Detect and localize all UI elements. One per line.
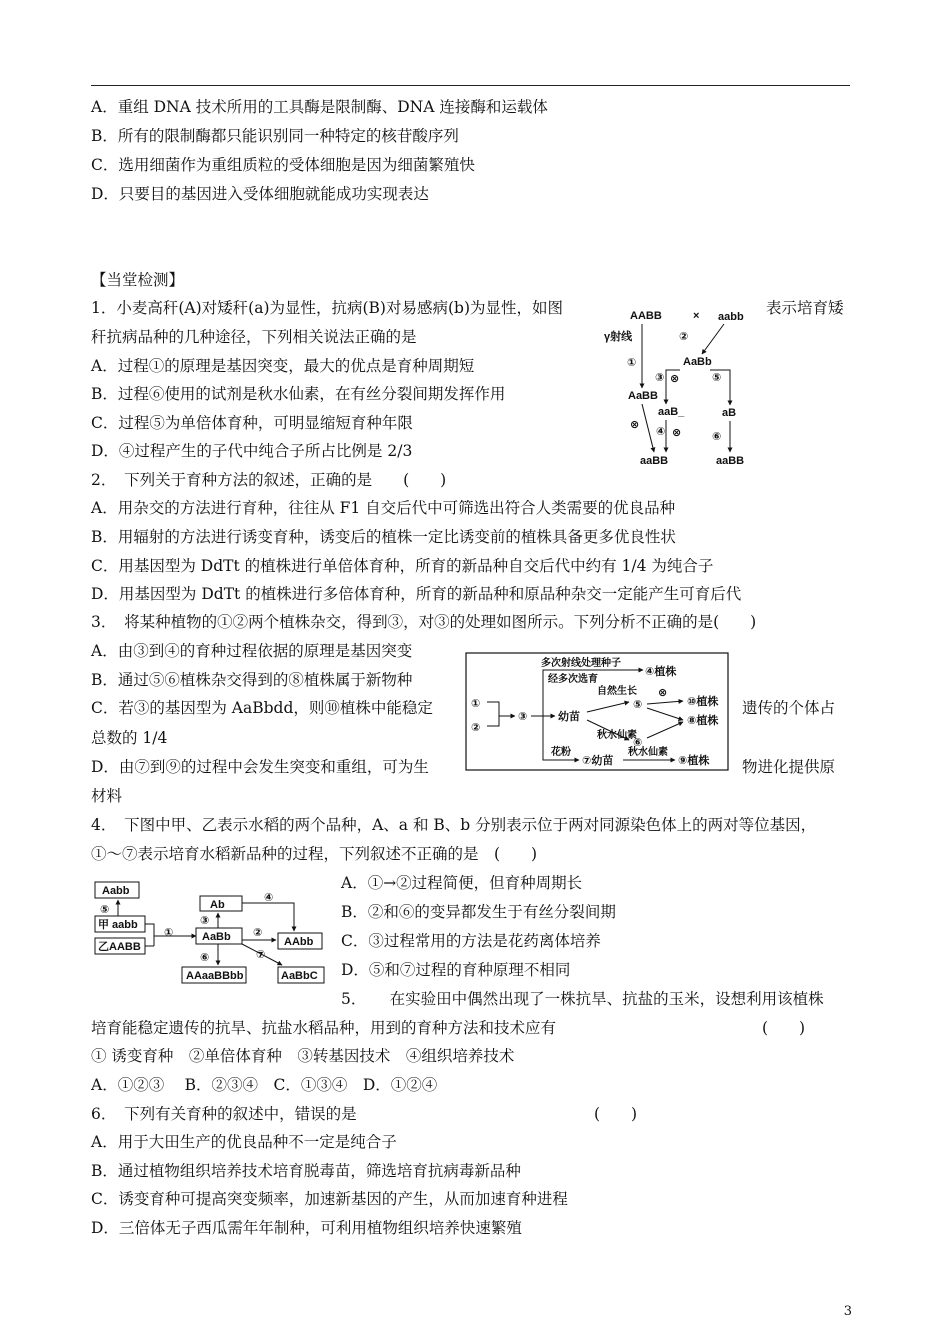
q4-fig-aabb-right: AAbb (284, 936, 314, 948)
q2-option-c: C．用基因型为 DdTt 的植株进行单倍体育种，所育的新品种自交后代中约有 1/4 为纯合子 (91, 557, 714, 575)
q1-fig-c5: ⑤ (712, 372, 722, 384)
section-title: 【当堂检测】 (91, 271, 185, 289)
q1-stem-tail: 表示培育矮 (766, 299, 844, 317)
q6-bracket: ( ) (594, 1105, 638, 1123)
q1-option-d: D．④过程产生的子代中纯合子所占比例是 2/3 (91, 442, 413, 460)
q3-fig-p4: ④植株 (645, 666, 677, 678)
q1-fig-c2: ② (679, 331, 689, 343)
q3-fig-self: ⊗ (658, 687, 668, 699)
q4-stem-a: 4． 下图中甲、乙表示水稻的两个品种，A、a 和 B、b 分别表示位于两对同源染色体上的两对等位基因， (91, 816, 817, 834)
q3-fig-n3: ③ (518, 711, 528, 723)
q5-choices: A．①②③ B．②③④ C．①③④ D．①②④ (91, 1076, 438, 1094)
q1-fig-self-3: ⊗ (672, 427, 682, 439)
q1-fig-aab-blank: aaB_ (658, 406, 685, 418)
q4-fig-c5: ⑤ (100, 904, 110, 916)
q4-fig-aabbc: AaBbC (281, 970, 318, 982)
q3-fig-seedling7: ⑦幼苗 (582, 755, 614, 767)
q3-option-c-tail: 遗传的个体占 (742, 699, 836, 717)
q1-fig-ab: aB (722, 407, 737, 419)
q2-stem: 2． 下列关于育种方法的叙述，正确的是 ( ) (91, 471, 447, 489)
q4-stem-b: ①～⑦表示培育水稻新品种的过程，下列叙述不正确的是 ( ) (91, 845, 538, 863)
q1-fig-c6: ⑥ (712, 431, 722, 443)
q2-option-d: D．用基因型为 DdTt 的植株进行多倍体育种，所育的新品种和原品种杂交一定能产生可育后代 (91, 585, 742, 603)
q4-breeding-diagram (92, 876, 332, 988)
q5-stem-b: 培育能稳定遗传的抗旱、抗盐水稻品种，用到的育种方法和技术应有 (91, 1019, 557, 1037)
q1-fig-c4: ④ (656, 426, 666, 438)
q4-fig-jia: 甲 aabb (98, 919, 138, 931)
q5-bracket: ( ) (762, 1019, 806, 1037)
q6-option-a: A．用于大田生产的优良品种不一定是纯合子 (91, 1133, 397, 1151)
q1-option-a: A．过程①的原理是基因突变，最大的优点是育种周期短 (91, 357, 475, 375)
q4-option-b: B．②和⑥的变异都发生于有丝分裂间期 (341, 903, 616, 921)
q1-fig-aabb-hybrid: AaBb (683, 356, 712, 368)
q3-fig-n1: ① (471, 698, 481, 710)
top-option-a: A．重组 DNA 技术所用的工具酶是限制酶、DNA 连接酶和运载体 (91, 98, 548, 116)
q3-fig-colch1: 秋水仙素 (597, 730, 637, 741)
q1-fig-gamma: γ射线 (604, 331, 633, 343)
q3-fig-p9: ⑨植株 (678, 755, 710, 767)
header-rule (91, 85, 850, 86)
q2-option-a: A．用杂交的方法进行育种，往往从 F1 自交后代中可筛选出符合人类需要的优良品种 (91, 499, 676, 517)
q3-fig-top-label1: 多次射线处理种子 (541, 658, 621, 669)
q1-option-c: C．过程⑤为单倍体育种，可明显缩短育种年限 (91, 414, 413, 432)
q3-fig-colch2: 秋水仙素 (628, 747, 668, 758)
q1-fig-aabb-mid: AaBB (628, 390, 658, 402)
q3-fig-n5: ⑤ (633, 699, 643, 711)
q3-option-b: B．通过⑤⑥植株杂交得到的⑧植株属于新物种 (91, 671, 413, 689)
q3-fig-n6: ⑥ (633, 737, 643, 749)
q4-fig-aabb-mid: AaBb (202, 931, 231, 943)
q1-option-b: B．过程⑥使用的试剂是秋水仙素，在有丝分裂间期发挥作用 (91, 385, 506, 403)
q3-option-c-line2: 总数的 1/4 (91, 729, 168, 747)
q4-fig-aabb-top: Aabb (102, 885, 130, 897)
q3-fig-p10: ⑩植株 (687, 696, 719, 708)
top-option-c: C．选用细菌作为重组质粒的受体细胞是因为细菌繁殖快 (91, 156, 475, 174)
q1-fig-aabb-out2: aaBB (716, 455, 745, 467)
q1-fig-aabb-small: aabb (718, 311, 744, 323)
q4-fig-c1: ① (164, 927, 174, 939)
q3-fig-seedling: 幼苗 (558, 711, 580, 723)
q6-option-d: D．三倍体无子西瓜需年年制种，可利用植物组织培养快速繁殖 (91, 1219, 522, 1237)
top-option-b: B．所有的限制酶都只能识别同一种特定的核苷酸序列 (91, 127, 459, 145)
q4-fig-aaaabbbb: AAaaBBbb (186, 970, 244, 982)
q4-option-a: A．①→②过程简便，但育种周期长 (341, 874, 583, 892)
q3-option-a: A．由③到④的育种过程依据的原理是基因突变 (91, 642, 413, 660)
q1-fig-c3: ③ (655, 372, 665, 384)
q1-stem-b: 秆抗病品种的几种途径，下列相关说法正确的是 (91, 328, 417, 346)
q5-methods: ① 诱变育种 ②单倍体育种 ③转基因技术 ④组织培养技术 (91, 1047, 515, 1065)
q3-option-c-line1: C．若③的基因型为 AaBbdd，则⑩植株中能稳定 (91, 699, 433, 717)
q1-fig-self-2: ⊗ (630, 419, 640, 431)
q3-fig-top-label2: 经多次选育 (548, 674, 598, 685)
q4-option-d: D．⑤和⑦过程的育种原理不相同 (341, 961, 571, 979)
q4-option-c: C．③过程常用的方法是花药离体培养 (341, 932, 601, 950)
page-number: 3 (843, 1304, 852, 1319)
q4-fig-c3: ③ (200, 915, 210, 927)
q4-fig-c7: ⑦ (256, 949, 266, 961)
q4-fig-yi: 乙AABB (98, 941, 141, 953)
top-option-d: D．只要目的基因进入受体细胞就能成功实现表达 (91, 185, 429, 203)
q3-fig-natural: 自然生长 (597, 686, 637, 697)
q4-fig-c4: ④ (264, 892, 274, 904)
q3-stem: 3． 将某种植物的①②两个植株杂交，得到③，对③的处理如图所示。下列分析不正确的是( ) (91, 613, 757, 631)
q6-option-b: B．通过植物组织培养技术培育脱毒苗，筛选培育抗病毒新品种 (91, 1162, 521, 1180)
q3-option-d-line1: D．由⑦到⑨的过程中会发生突变和重组，可为生 (91, 758, 429, 776)
q4-fig-ab: Ab (210, 899, 225, 911)
q5-stem-a: 5． 在实验田中偶然出现了一株抗旱、抗盐的玉米，设想利用该植株 (341, 990, 824, 1008)
q3-option-d-line2: 材料 (91, 787, 123, 805)
q1-breeding-diagram (600, 300, 760, 470)
q2-option-b: B．用辐射的方法进行诱变育种，诱变后的植株一定比诱变前的植株具备更多优良性状 (91, 528, 676, 546)
q1-stem-a: 1．小麦高秆(A)对矮秆(a)为显性，抗病(B)对易感病(b)为显性，如图 (91, 299, 563, 317)
q3-option-d-tail: 物进化提供原 (742, 758, 836, 776)
q3-fig-pollen: 花粉 (551, 747, 571, 758)
q6-option-c: C．诱变育种可提高突变频率，加速新基因的产生，从而加速育种进程 (91, 1190, 568, 1208)
q1-fig-cross: × (693, 310, 700, 322)
q4-fig-c2: ② (253, 927, 263, 939)
q3-breeding-diagram (465, 652, 730, 772)
q1-fig-c1: ① (627, 357, 637, 369)
q3-fig-p8: ⑧植株 (687, 715, 719, 727)
q4-fig-c6: ⑥ (200, 952, 210, 964)
q1-fig-self-1: ⊗ (670, 373, 680, 385)
q6-stem: 6． 下列有关育种的叙述中，错误的是 (91, 1105, 357, 1123)
q3-fig-n2: ② (471, 722, 481, 734)
q1-fig-aabb-out1: aaBB (640, 455, 669, 467)
q1-fig-aabb-top: AABB (630, 310, 662, 322)
